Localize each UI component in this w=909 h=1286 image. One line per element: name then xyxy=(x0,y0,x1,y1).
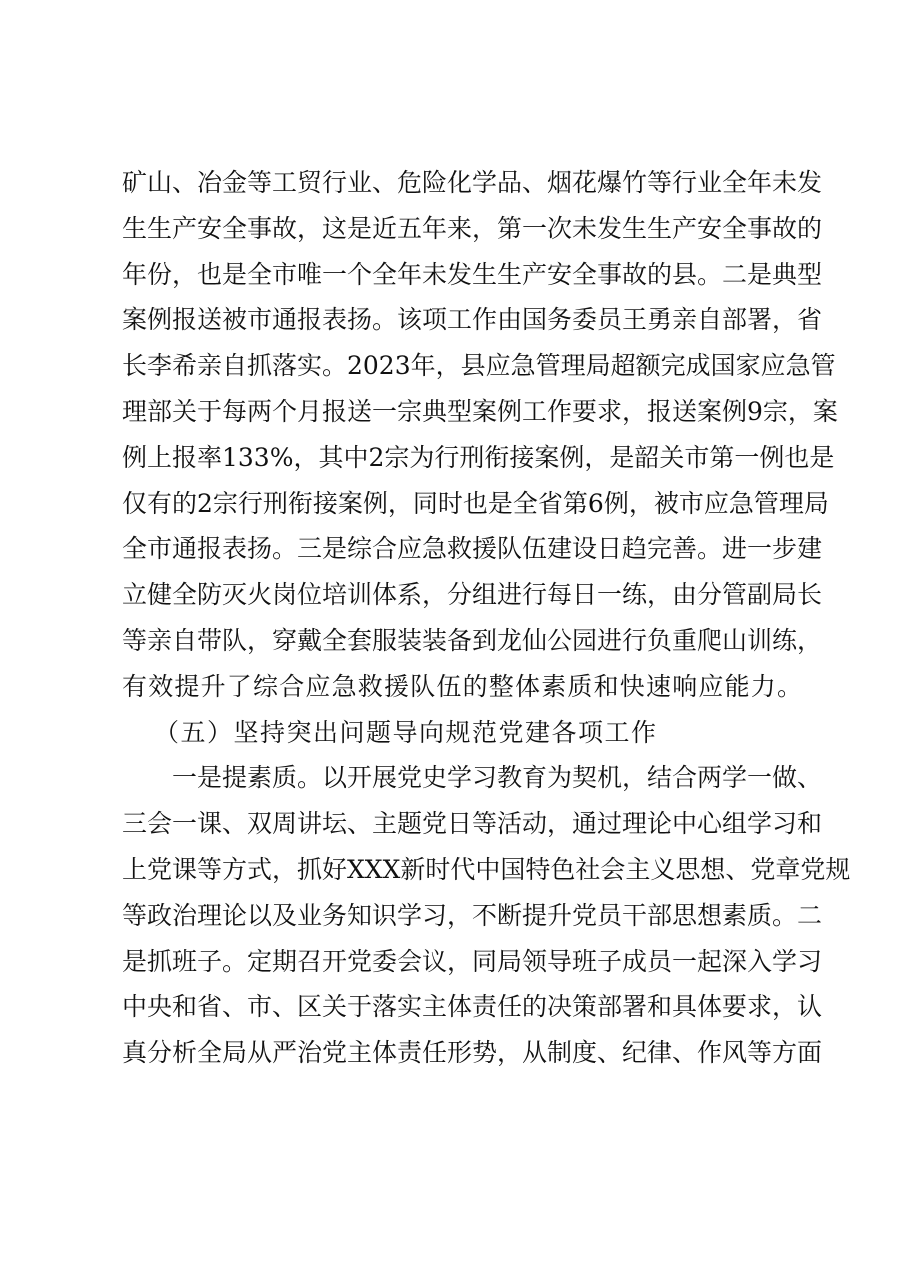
text-line-4: 案例报送被市通报表扬。该项工作由国务委员王勇亲自部署，省 xyxy=(122,305,823,335)
text-line-1: 矿山、冶金等工贸行业、危险化学品、烟花爆竹等行业全年未发 xyxy=(122,168,823,197)
text-line-17: 等政治理论以及业务知识学习，不断提升党员干部思想素质。二 xyxy=(122,900,823,930)
text-line-20: 真分析全局从严治党主体责任形势，从制度、纪律、作风等方面 xyxy=(122,1038,823,1068)
text-line-9: 全市通报表扬。三是综合应急救援队伍建设日趋完善。进一步建 xyxy=(122,534,823,564)
text-line-3: 年份，也是全市唯一个全年未发生生产安全事故的县。二是典型 xyxy=(122,259,823,289)
text-line-18: 是抓班子。定期召开党委会议，同局领导班子成员一起深入学习 xyxy=(122,946,823,976)
text-line-16: 上党课等方式，抓好XXX新时代中国特色社会主义思想、党章党规 xyxy=(122,854,851,884)
text-line-12: 有效提升了综合应急救援队伍的整体素质和快速响应能力。 xyxy=(122,671,804,701)
text-line-10: 立健全防灭火岗位培训体系，分组进行每日一练，由分管副局长 xyxy=(122,580,823,610)
text-line-2: 生生产安全事故，这是近五年来，第一次未发生生产安全事故的 xyxy=(122,213,823,243)
body-text xyxy=(122,160,851,1076)
text-line-7: 例上报率133%，其中2宗为行刑衔接案例，是韶关市第一例也是 xyxy=(122,442,835,472)
text-line-11: 等亲自带队，穿戴全套服装装备到龙仙公园进行负重爬山训练， xyxy=(122,625,823,655)
text-line-5: 长李希亲自抓落实。2023年，县应急管理局超额完成国家应急管 xyxy=(122,351,836,381)
text-line-8: 仅有的2宗行刑衔接案例，同时也是全省第6例，被市应急管理局 xyxy=(122,488,829,518)
text-line-15: 三会一课、双周讲坛、主题党日等活动，通过理论中心组学习和 xyxy=(122,809,823,839)
text-line-6: 理部关于每两个月报送一宗典型案例工作要求，报送案例9宗，案 xyxy=(122,396,838,426)
section-heading: （五）坚持突出问题导向规范党建各项工作 xyxy=(154,717,658,747)
text-line-19: 中央和省、市、区关于落实主体责任的决策部署和具体要求，认 xyxy=(122,992,823,1022)
text-line-14: 一是提素质。以开展党史学习教育为契机，结合两学一做、 xyxy=(172,763,823,793)
